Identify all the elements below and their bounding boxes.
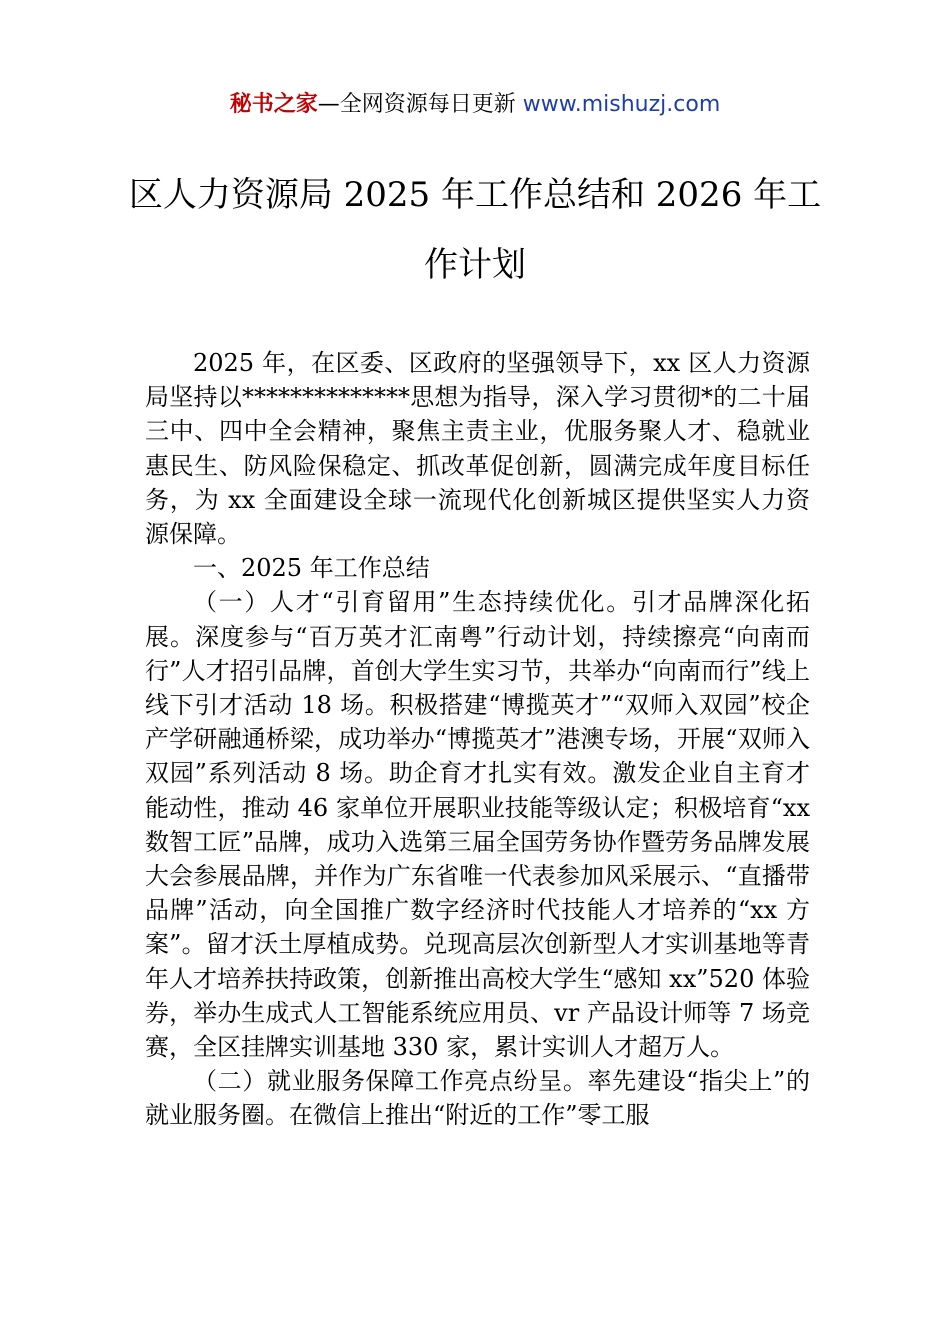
intro-paragraph: 2025 年，在区委、区政府的坚强领导下，xx 区人力资源局坚持以**************思想为指导，深入学习贯彻*的二十届三中、四中全会精神，聚焦主责主业，优服务聚人才、稳就业惠民生、防风险保稳定、抓改革促创新，圆满完成年度目标任务，为 xx 全面建设全球一流现代化创新城区提供坚实人力资源保障。 — [145, 349, 810, 549]
banner-tagline: —全网资源每日更新 — [317, 92, 516, 117]
employment-paragraph: （二）就业服务保障工作亮点纷呈。率先建设“指尖上”的就业服务圈。在微信上推出“附近的工作”零工服 — [145, 1067, 810, 1130]
talent-paragraph: （一）人才“引育留用”生态持续优化。引才品牌深化拓展。深度参与“百万英才汇南粤”行动计划，持续擦亮“向南而行”人才招引品牌，首创大学生实习节，共举办“向南而行”线上线下引才活动 18 场。积极搭建“博揽英才”“双师入双园”校企产学研融通桥梁，成功举办“博揽英才”港澳专场，开展“双师入双园”系列活动 8 场。助企育才扎实有效。激发企业自主育才能动性，推动 46 家单位开展职业技能等级认定；积极培育“xx 数智工匠”品牌，成功入选第三届全国劳务协作暨劳务品牌发展大会参展品牌，并作为广东省唯一代表参加风采展示、“直播带品牌”活动，向全国推广数字经济时代技能人才培养的“xx 方案”。留才沃土厚植成势。兑现高层次创新型人才实训基地等青年人才培养扶持政策，创新推出高校大学生“感知 xx”520 体验券，举办生成式人工智能系统应用员、vr 产品设计师等 7 场竞赛，全区挂牌实训基地 330 家，累计实训人才超万人。 — [145, 588, 810, 1062]
brand-name: 秘书之家 — [229, 92, 318, 117]
document-body — [145, 346, 810, 1133]
document-title: 区人力资源局 2025 年工作总结和 2026 年工作计划 — [128, 175, 822, 285]
site-banner — [0, 88, 950, 122]
website-link[interactable]: www.mishuzj.com — [522, 92, 721, 117]
section-heading: 一、2025 年工作总结 — [193, 554, 430, 583]
